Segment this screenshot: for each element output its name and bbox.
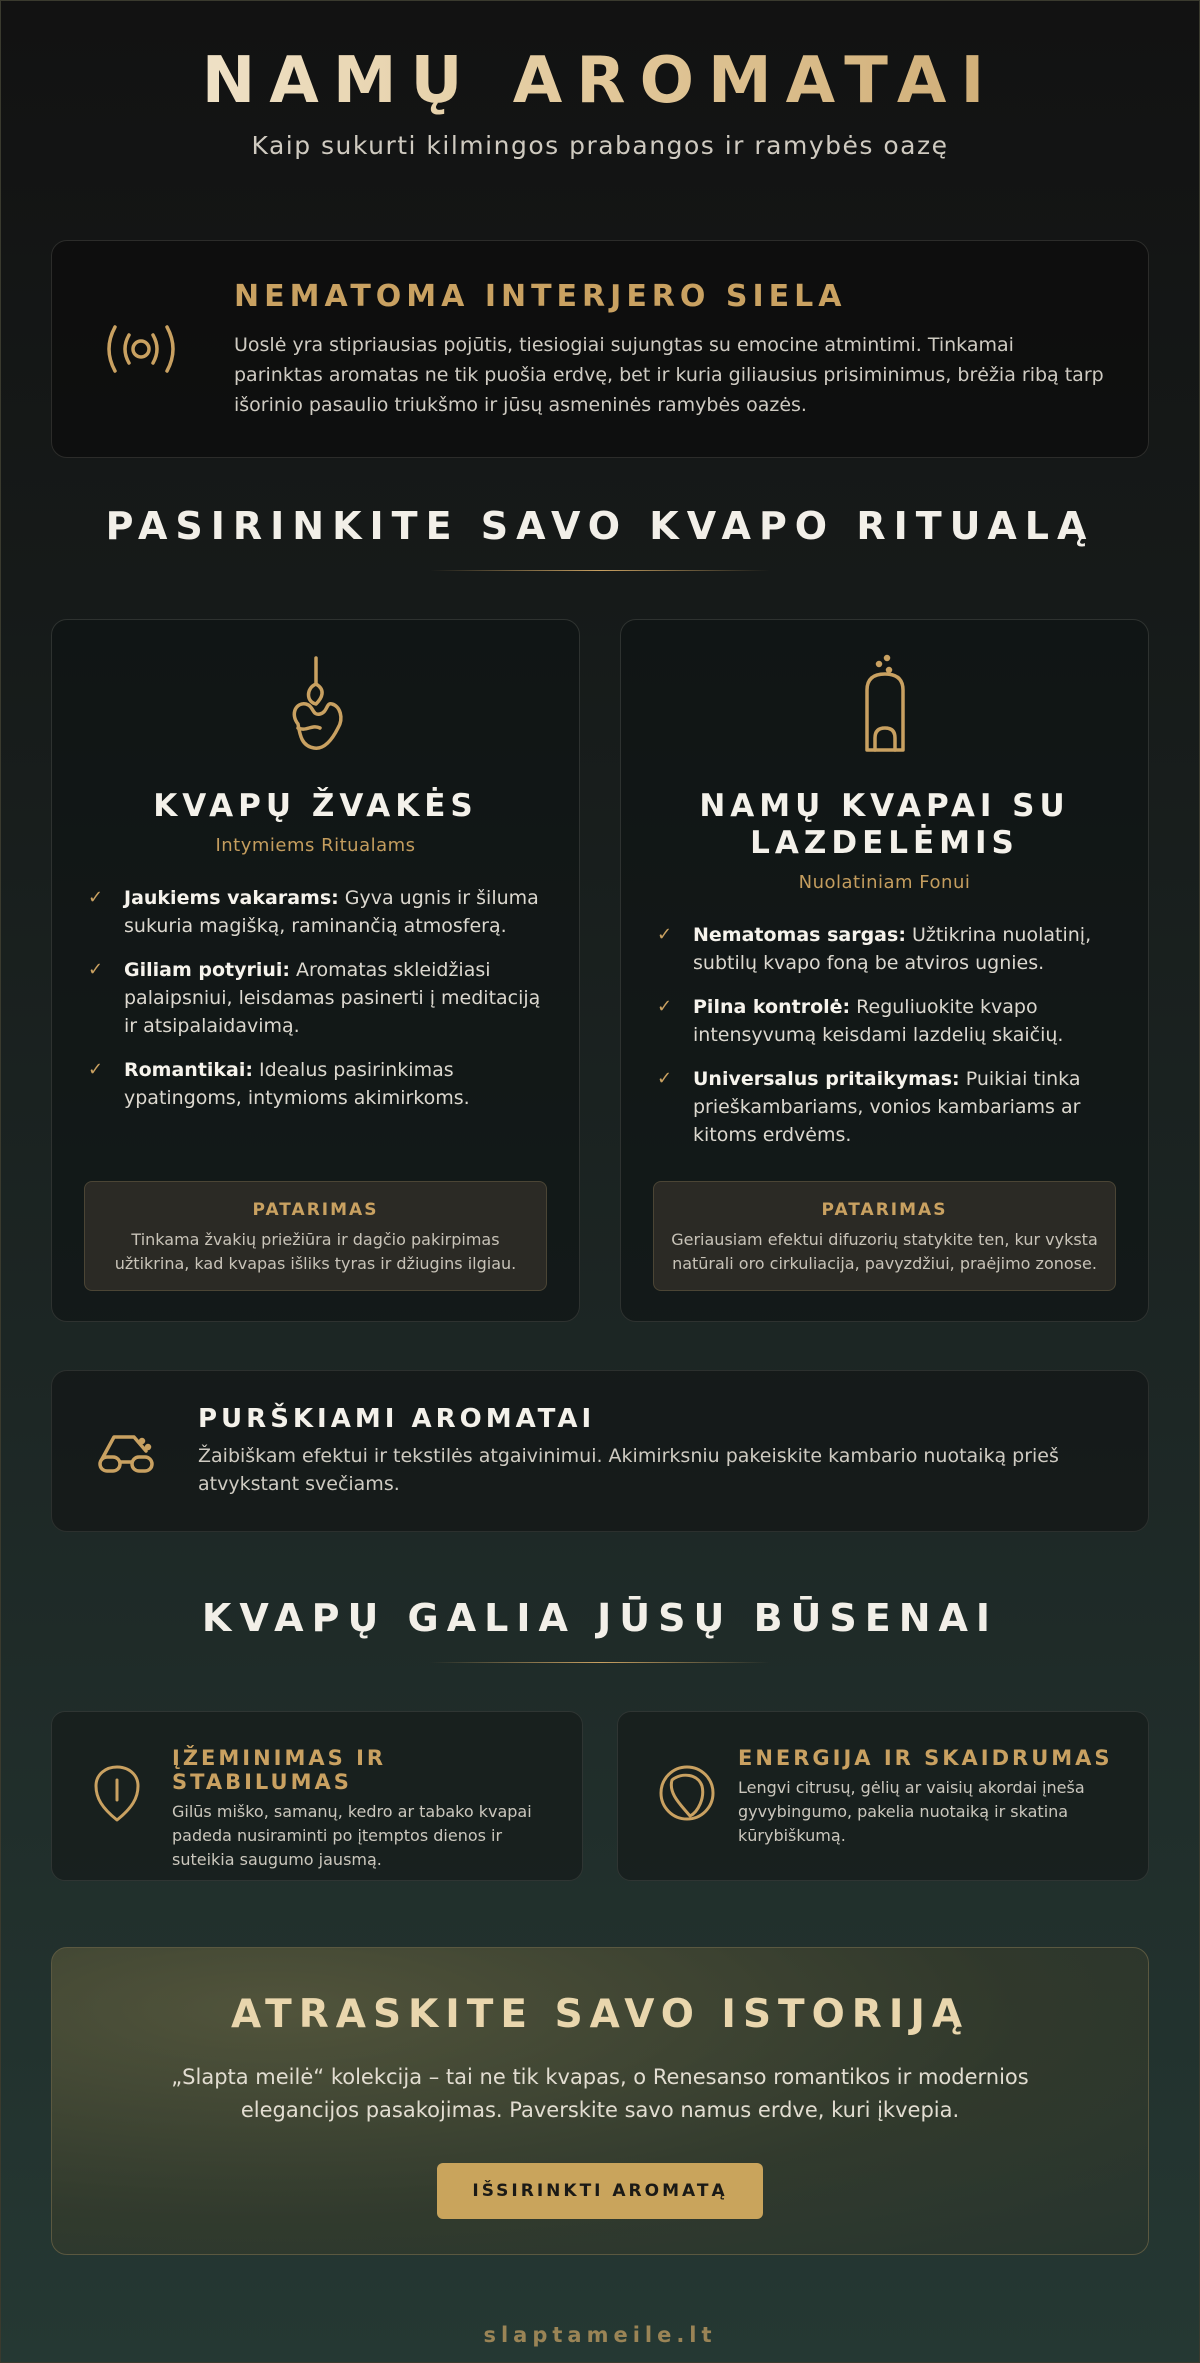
product-cards xyxy=(51,619,1149,1322)
check-icon: ✓ xyxy=(657,1068,673,1089)
tip-text: Tinkama žvakių priežiūra ir dagčio pakirpimas užtikrina, kad kvapas išliks tyras ir džiugins ilgiau. xyxy=(114,1230,517,1273)
check-icon: ✓ xyxy=(88,1059,104,1080)
product-tagline: Intymiems Ritualams xyxy=(215,835,416,856)
cta-card xyxy=(51,1947,1149,2255)
tip-box xyxy=(653,1181,1116,1291)
mood-title: ĮŽEMINIMAS IR STABILUMAS xyxy=(172,1746,387,1794)
feature-item xyxy=(84,884,547,940)
product-title: NAMŲ KVAPAI SU LAZDELĖMIS xyxy=(699,788,1070,861)
mood-text: Gilūs miško, samanų, kedro ar tabako kvapai padeda nusiraminti po įtemptos dienos ir suteikia saugumo jausmą. xyxy=(172,1802,532,1869)
check-icon: ✓ xyxy=(657,924,673,945)
candle-icon xyxy=(84,654,547,758)
ritual-section-heading xyxy=(51,504,1149,571)
intro-body xyxy=(234,279,1104,420)
feature-list xyxy=(653,921,1116,1149)
page-title: NAMŲ AROMATAI xyxy=(51,45,1149,117)
tip-box xyxy=(84,1181,547,1291)
feature-list xyxy=(84,884,547,1112)
divider xyxy=(430,1662,770,1663)
page-subtitle: Kaip sukurti kilmingos prabangos ir ramybės oazę xyxy=(251,131,949,160)
tip-title: PATARIMAS xyxy=(252,1200,379,1220)
feature-label: Giliam potyriui: xyxy=(124,959,291,981)
spray-icon xyxy=(98,1429,158,1473)
intro-card xyxy=(51,240,1149,458)
feature-text: Užtikrina nuolatinį, subtilų kvapo foną be atviros ugnies. xyxy=(693,924,1092,974)
ritual-section-title: PASIRINKITE SAVO KVAPO RITUALĄ xyxy=(105,504,1095,548)
cta-text: „Slapta meilė“ kolekcija – tai ne tik kvapas, o Renesanso romantikos ir modernios elegancijos pasakojimas. Paverskite savo namus erdve, kuri įkvepia. xyxy=(171,2065,1029,2122)
feature-label: Romantikai: xyxy=(124,1059,253,1081)
spray-text: Žaibiškam efektui ir tekstilės atgaivinimui. Akimirksniu pakeiskite kambario nuotaiką prieš atvykstant svečiams. xyxy=(198,1445,1059,1495)
feature-item xyxy=(84,1056,547,1112)
mood-card-grounding xyxy=(51,1711,583,1881)
footer-site-link[interactable]: slaptameile.lt xyxy=(483,2323,717,2347)
feature-label: Universalus pritaikymas: xyxy=(693,1068,960,1090)
diffuser-icon xyxy=(653,654,1116,758)
feature-label: Pilna kontrolė: xyxy=(693,996,851,1018)
choose-aroma-button[interactable]: IŠSIRINKTI AROMATĄ xyxy=(437,2163,763,2219)
page xyxy=(1,1,1199,2347)
feature-label: Jaukiems vakarams: xyxy=(124,887,339,909)
intro-text: Uoslė yra stipriausias pojūtis, tiesiogiai sujungtas su emocine atmintimi. Tinkamai parinktas aromatas ne tik puošia erdvę, bet ir kuria giliausius prisiminimus, brėžia ribą tarp išorinio pasaulio triukšmo ir jūsų asmeninės ramybės oazės. xyxy=(234,333,1104,416)
mood-title: ENERGIJA IR SKAIDRUMAS xyxy=(738,1746,1113,1770)
mood-card-energy xyxy=(617,1711,1149,1881)
intro-title: NEMATOMA INTERJERO SIELA xyxy=(234,278,847,314)
power-section-title: KVAPŲ GALIA JŪSŲ BŪSENAI xyxy=(201,1596,999,1640)
feature-item xyxy=(653,921,1116,977)
divider xyxy=(430,570,770,571)
spray-body xyxy=(198,1404,1112,1498)
leaf-icon xyxy=(92,1764,152,1824)
scent-waves-icon xyxy=(96,319,186,379)
feature-item xyxy=(84,956,547,1040)
tip-title: PATARIMAS xyxy=(821,1200,948,1220)
product-tagline: Nuolatiniam Fonui xyxy=(798,872,971,893)
feature-item xyxy=(653,993,1116,1049)
mood-body xyxy=(738,1746,1118,1848)
check-icon: ✓ xyxy=(88,959,104,980)
spray-card xyxy=(51,1370,1149,1532)
citrus-icon xyxy=(658,1764,718,1822)
cta-title: ATRASKITE SAVO ISTORIJĄ xyxy=(230,1992,970,2037)
mood-body xyxy=(172,1746,552,1872)
feature-text: Reguliuokite kvapo intensyvumą keisdami lazdelių skaičių. xyxy=(693,996,1064,1046)
product-title: KVAPŲ ŽVAKĖS xyxy=(153,788,478,824)
feature-text: Aromatas skleidžiasi palaipsniui, leisdamas pasinerti į meditaciją ir atsipalaidavimą. xyxy=(124,959,541,1037)
tip-text: Geriausiam efektui difuzorių statykite ten, kur vyksta natūrali oro cirkuliacija, pavyzdžiui, praėjimo zonose. xyxy=(671,1230,1098,1273)
feature-label: Nematomas sargas: xyxy=(693,924,906,946)
check-icon: ✓ xyxy=(88,887,104,908)
feature-text: Idealus pasirinkimas ypatingoms, intymioms akimirkoms. xyxy=(124,1059,470,1109)
feature-text: Puikiai tinka prieškambariams, vonios kambariams ar kitoms erdvėms. xyxy=(693,1068,1081,1146)
feature-text: Gyva ugnis ir šiluma sukuria magišką, raminančią atmosferą. xyxy=(124,887,539,937)
check-icon: ✓ xyxy=(657,996,673,1017)
power-section-heading xyxy=(51,1596,1149,1663)
feature-item xyxy=(653,1065,1116,1149)
mood-cards xyxy=(51,1711,1149,1881)
product-card-diffusers xyxy=(620,619,1149,1322)
mood-text: Lengvi citrusų, gėlių ar vaisių akordai įneša gyvybingumo, pakelia nuotaiką ir skatina kūrybiškumą. xyxy=(738,1778,1085,1845)
product-card-candles xyxy=(51,619,580,1322)
spray-title: PURŠKIAMI AROMATAI xyxy=(198,1404,596,1434)
hero xyxy=(51,1,1149,160)
